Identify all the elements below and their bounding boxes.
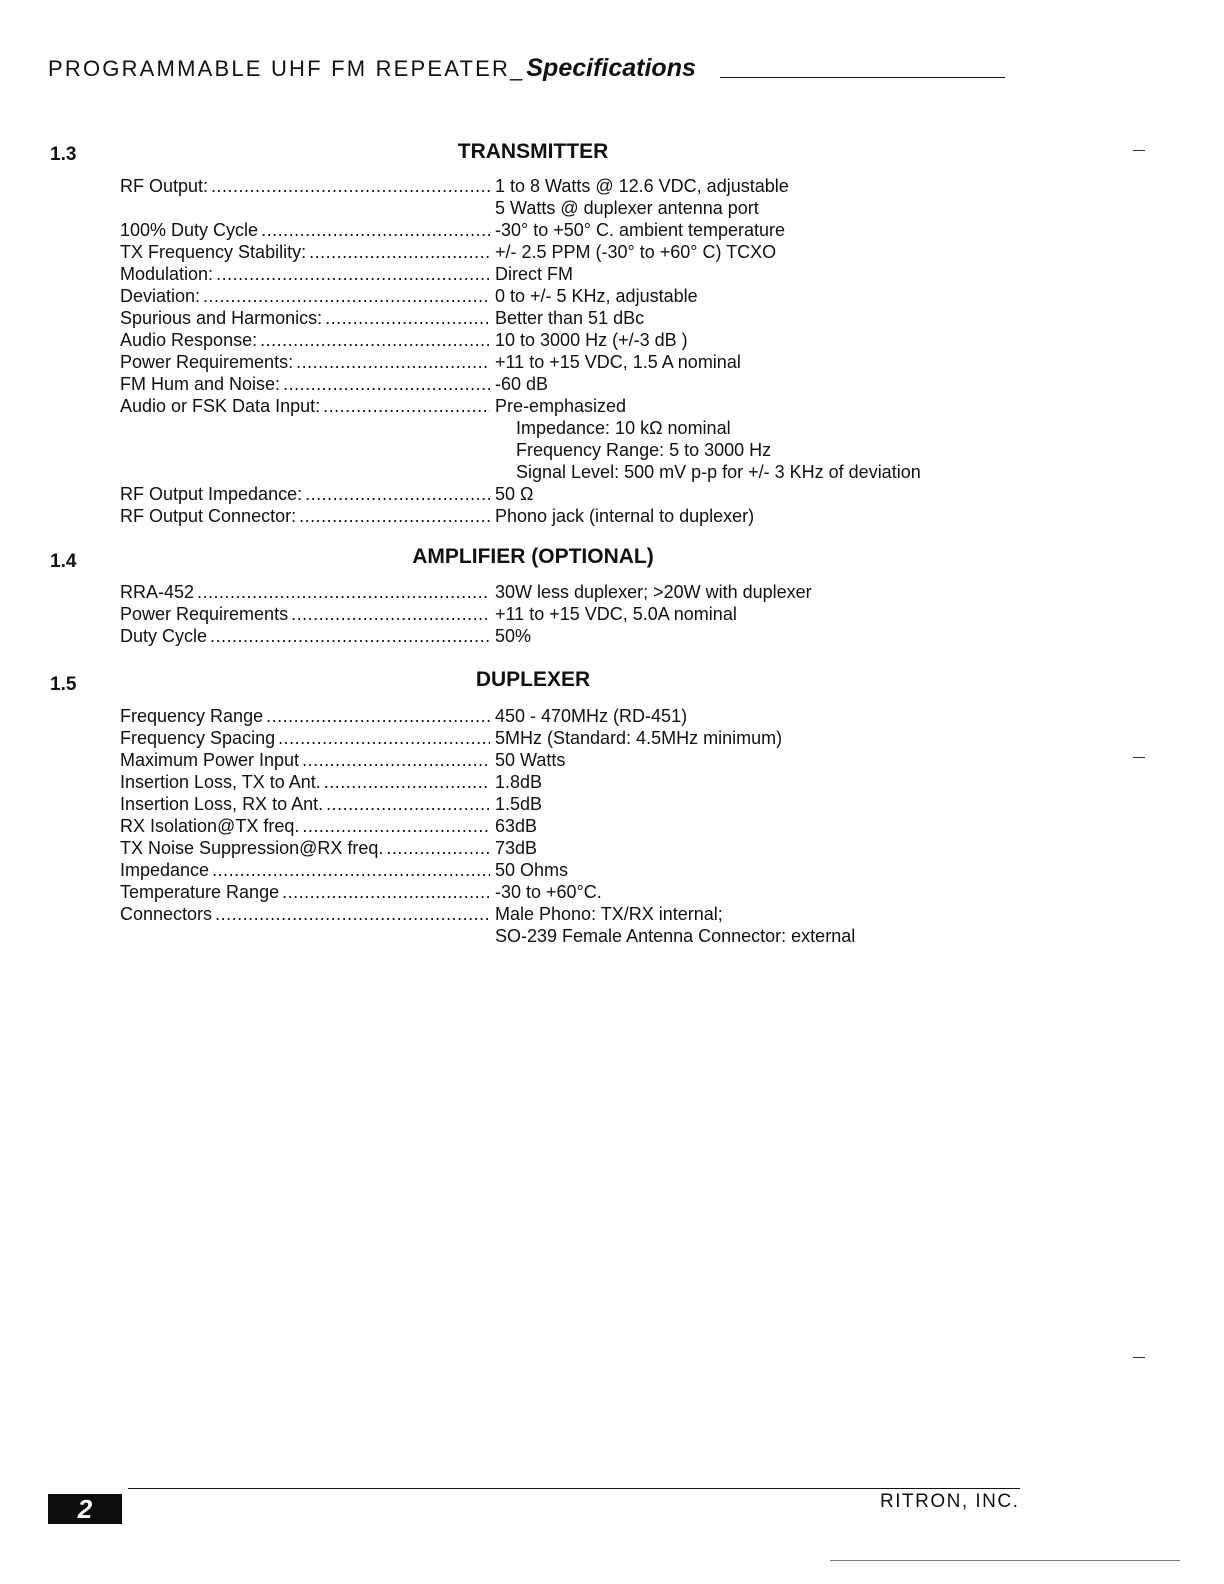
spec-value-cell — [490, 329, 688, 351]
dot-leader — [323, 395, 490, 483]
spec-label-cell — [120, 395, 490, 483]
margin-mark — [1133, 757, 1145, 758]
spec-label: RRA-452 — [120, 582, 195, 602]
spec-subvalue: Frequency Range: 5 to 3000 Hz — [516, 440, 772, 460]
spec-row — [120, 373, 1000, 395]
spec-value: Pre-emphasized — [495, 396, 627, 416]
spec-value-cell — [490, 263, 573, 285]
spec-label: Duty Cycle — [120, 626, 208, 646]
dot-leader — [216, 263, 490, 285]
dot-leader — [215, 903, 490, 947]
spec-row — [120, 837, 1000, 859]
spec-row — [120, 395, 1000, 483]
dot-leader — [309, 241, 490, 263]
spec-list — [120, 705, 1000, 947]
spec-label-cell — [120, 603, 490, 625]
spec-value: -30° to +50° C. ambient temperature — [495, 220, 786, 240]
spec-value: Male Phono: TX/RX internal; — [495, 904, 723, 924]
spec-label-cell — [120, 175, 490, 219]
spec-value-cell — [490, 603, 737, 625]
spec-row — [120, 771, 1000, 793]
margin-mark — [1133, 1357, 1145, 1358]
spec-value: 1.8dB — [495, 772, 543, 792]
spec-value-cell — [490, 903, 855, 947]
spec-label-cell — [120, 705, 490, 727]
spec-row — [120, 881, 1000, 903]
spec-value-cell — [490, 285, 698, 307]
dot-leader — [197, 581, 490, 603]
scan-edge-line — [830, 1560, 1180, 1561]
spec-value-cell — [490, 241, 776, 263]
spec-row — [120, 859, 1000, 881]
section-title: DUPLEXER — [475, 668, 591, 691]
dot-leader — [210, 625, 490, 647]
spec-label-cell — [120, 307, 490, 329]
spec-row — [120, 727, 1000, 749]
spec-row — [120, 219, 1000, 241]
dot-leader — [325, 307, 490, 329]
dot-leader — [212, 859, 490, 881]
spec-row — [120, 307, 1000, 329]
dot-leader — [260, 329, 490, 351]
spec-row — [120, 263, 1000, 285]
spec-label: Power Requirements: — [120, 352, 294, 372]
spec-value: 5 Watts @ duplexer antenna port — [495, 198, 759, 218]
spec-label-cell — [120, 373, 490, 395]
spec-label-cell — [120, 219, 490, 241]
spec-value-cell — [490, 395, 921, 483]
dot-leader — [296, 351, 490, 373]
spec-row — [120, 505, 1000, 527]
spec-label: Temperature Range — [120, 882, 280, 902]
spec-label-cell — [120, 581, 490, 603]
section-number: 1.5 — [50, 674, 77, 695]
spec-value-cell — [490, 793, 542, 815]
dot-leader — [305, 483, 490, 505]
header-text — [48, 54, 696, 83]
spec-value: 0 to +/- 5 KHz, adjustable — [495, 286, 698, 306]
spec-value: Better than 51 dBc — [495, 308, 645, 328]
spec-value: 1 to 8 Watts @ 12.6 VDC, adjustable — [495, 176, 789, 196]
spec-label: Maximum Power Input — [120, 750, 300, 770]
spec-value-cell — [490, 837, 537, 859]
spec-label-cell — [120, 505, 490, 527]
page-number: 2 — [48, 1494, 122, 1524]
section-title: TRANSMITTER — [457, 140, 609, 163]
spec-value-cell — [490, 815, 537, 837]
spec-value: +/- 2.5 PPM (-30° to +60° C) TCXO — [495, 242, 777, 262]
spec-value: +11 to +15 VDC, 1.5 A nominal — [495, 352, 741, 372]
spec-label-cell — [120, 793, 490, 815]
dot-leader — [278, 727, 490, 749]
dot-leader — [266, 705, 490, 727]
spec-row — [120, 351, 1000, 373]
spec-value: 450 - 470MHz (RD-451) — [495, 706, 688, 726]
spec-value-cell — [490, 771, 542, 793]
spec-subvalue: Signal Level: 500 mV p-p for +/- 3 KHz of deviation — [516, 462, 921, 482]
spec-value: Direct FM — [495, 264, 573, 284]
spec-label: Insertion Loss, RX to Ant. — [120, 794, 324, 814]
spec-label: RF Output: — [120, 176, 209, 196]
spec-label: Connectors — [120, 904, 213, 924]
spec-value: 1.5dB — [495, 794, 543, 814]
spec-label-cell — [120, 771, 490, 793]
header-separator: _ — [510, 56, 523, 81]
spec-label: TX Noise Suppression@RX freq. — [120, 838, 384, 858]
spec-value-cell — [490, 705, 687, 727]
section-number: 1.3 — [50, 144, 77, 165]
spec-value: 73dB — [495, 838, 538, 858]
spec-label-cell — [120, 903, 490, 947]
spec-label-cell — [120, 329, 490, 351]
spec-value-cell — [490, 351, 741, 373]
spec-list — [120, 175, 1000, 527]
spec-value-cell — [490, 859, 568, 881]
spec-value: 50 Ω — [495, 484, 534, 504]
spec-label-cell — [120, 625, 490, 647]
spec-value: 5MHz (Standard: 4.5MHz minimum) — [495, 728, 783, 748]
spec-value: 50% — [495, 626, 532, 646]
spec-value: SO-239 Female Antenna Connector: external — [495, 926, 856, 946]
spec-subvalue: Impedance: 10 kΩ nominal — [516, 418, 731, 438]
spec-label-cell — [120, 241, 490, 263]
spec-label: Impedance — [120, 860, 210, 880]
spec-label-cell — [120, 263, 490, 285]
spec-row — [120, 581, 1000, 603]
header-rule — [720, 77, 1005, 78]
spec-label: 100% Duty Cycle — [120, 220, 259, 240]
dot-leader — [299, 505, 490, 527]
spec-row — [120, 483, 1000, 505]
spec-label: RF Output Impedance: — [120, 484, 303, 504]
spec-value: 30W less duplexer; >20W with duplexer — [495, 582, 812, 602]
spec-label: Audio Response: — [120, 330, 258, 350]
spec-label: Frequency Spacing — [120, 728, 276, 748]
dot-leader — [203, 285, 490, 307]
dot-leader — [283, 373, 490, 395]
header-subtitle: Specifications — [526, 54, 696, 82]
spec-value-cell — [490, 727, 782, 749]
spec-label: Frequency Range — [120, 706, 264, 726]
spec-value: -60 dB — [495, 374, 549, 394]
spec-row — [120, 793, 1000, 815]
spec-value-cell — [490, 175, 789, 219]
spec-label: Spurious and Harmonics: — [120, 308, 323, 328]
footer-rule — [128, 1488, 1020, 1489]
spec-value-cell — [490, 373, 548, 395]
spec-row — [120, 603, 1000, 625]
spec-value: Phono jack (internal to duplexer) — [495, 506, 755, 526]
dot-leader — [386, 837, 490, 859]
section-number: 1.4 — [50, 551, 77, 572]
spec-label-cell — [120, 727, 490, 749]
spec-row — [120, 625, 1000, 647]
spec-value: 50 Ohms — [495, 860, 569, 880]
spec-label-cell — [120, 859, 490, 881]
dot-leader — [302, 749, 490, 771]
dot-leader — [211, 175, 490, 219]
spec-row — [120, 815, 1000, 837]
spec-label-cell — [120, 351, 490, 373]
spec-value: 50 Watts — [495, 750, 566, 770]
spec-value: -30 to +60°C. — [495, 882, 602, 902]
dot-leader — [324, 771, 490, 793]
spec-label: RF Output Connector: — [120, 506, 297, 526]
spec-label: RX Isolation@TX freq. — [120, 816, 300, 836]
spec-label: TX Frequency Stability: — [120, 242, 307, 262]
spec-label-cell — [120, 285, 490, 307]
spec-label: Deviation: — [120, 286, 201, 306]
spec-value-cell — [490, 483, 533, 505]
dot-leader — [302, 815, 490, 837]
spec-label: Insertion Loss, TX to Ant. — [120, 772, 321, 792]
spec-row — [120, 705, 1000, 727]
spec-value-cell — [490, 219, 785, 241]
spec-row — [120, 241, 1000, 263]
spec-row — [120, 175, 1000, 219]
spec-label: Audio or FSK Data Input: — [120, 396, 321, 416]
spec-label: Power Requirements — [120, 604, 289, 624]
spec-value-cell — [490, 625, 531, 647]
spec-value: 63dB — [495, 816, 538, 836]
spec-label-cell — [120, 749, 490, 771]
dot-leader — [261, 219, 490, 241]
dot-leader — [282, 881, 490, 903]
dot-leader — [326, 793, 490, 815]
spec-value-cell — [490, 749, 565, 771]
spec-row — [120, 749, 1000, 771]
spec-label-cell — [120, 881, 490, 903]
spec-value: +11 to +15 VDC, 5.0A nominal — [495, 604, 737, 624]
spec-label-cell — [120, 483, 490, 505]
spec-value-cell — [490, 581, 812, 603]
spec-value-cell — [490, 505, 754, 527]
spec-row — [120, 903, 1000, 947]
dot-leader — [291, 603, 490, 625]
margin-mark — [1133, 150, 1145, 151]
spec-label: Modulation: — [120, 264, 214, 284]
spec-label-cell — [120, 837, 490, 859]
spec-label-cell — [120, 815, 490, 837]
spec-row — [120, 329, 1000, 351]
spec-list — [120, 581, 1000, 647]
header-title: PROGRAMMABLE UHF FM REPEATER — [48, 56, 511, 81]
spec-label: FM Hum and Noise: — [120, 374, 281, 394]
spec-value-cell — [490, 307, 644, 329]
spec-value: 10 to 3000 Hz (+/-3 dB ) — [495, 330, 688, 350]
section-title: AMPLIFIER (OPTIONAL) — [412, 545, 654, 568]
spec-row — [120, 285, 1000, 307]
spec-value-cell — [490, 881, 602, 903]
footer-company: RITRON, INC. — [880, 1491, 1020, 1512]
